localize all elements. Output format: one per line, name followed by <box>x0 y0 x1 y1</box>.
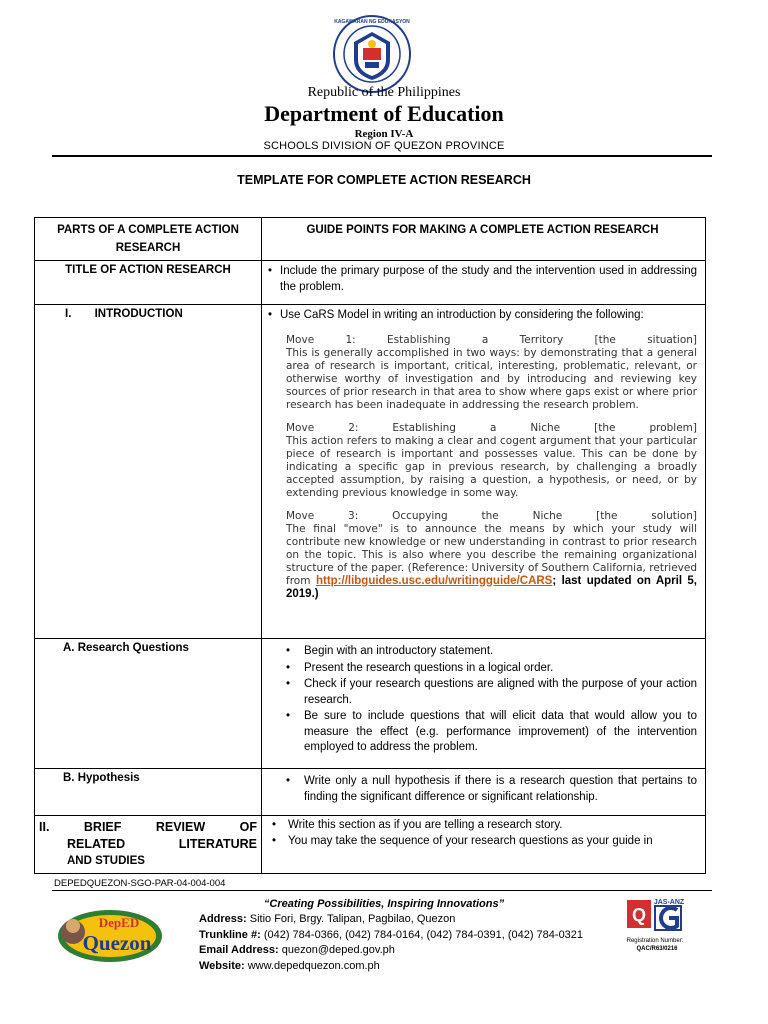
website-label: Website: <box>199 959 245 972</box>
move-word: Move <box>286 509 315 522</box>
table-row <box>35 769 706 816</box>
trunkline-label: Trunkline #: <box>199 928 261 941</box>
move-word: Niche <box>532 509 563 522</box>
table-header-row <box>35 218 706 261</box>
move-word: Move <box>286 333 315 346</box>
email-label: Email Address: <box>199 944 279 956</box>
part-literature <box>35 816 262 874</box>
part-title: TITLE OF ACTION RESEARCH <box>35 261 262 305</box>
trunkline-value: (042) 784-0366, (042) 784-0164, (042) 784-0391, (042) 784-0321 <box>263 928 584 941</box>
document-code: DEPEDQUEZON-SGO-PAR-04-004-004 <box>54 878 226 889</box>
move-word: Establishing <box>387 333 451 346</box>
move-word: [the <box>594 333 616 346</box>
move-word: 1: <box>345 333 356 346</box>
lit-word: LITERATURE <box>178 837 257 851</box>
move-body: This action refers to making a clear and cogent argument that your particular piece of research is important and possesses value. This can be done by indicating a specific gap in previous research, by challenging a broadly accepted assumption, by raising a question, a hypothesis, or need, or by extending previous knowledge in some way. <box>286 434 697 499</box>
move-word: problem] <box>649 421 697 434</box>
table-row <box>35 639 706 769</box>
section-number: II. <box>39 820 50 834</box>
region-label: Region IV-A <box>354 128 414 140</box>
bullet-text: Write this section as if you are telling a research story. <box>288 819 563 831</box>
move-word: [the <box>596 509 618 522</box>
move-word: solution] <box>651 509 697 522</box>
footer-motto: “Creating Possibilities, Inspiring Innovations” <box>263 898 505 910</box>
bullet-text: You may take the sequence of your research questions as your guide in <box>288 834 653 847</box>
lit-word: RELATED <box>67 837 126 851</box>
bullet-icon: • <box>272 834 277 847</box>
cars-reference-link[interactable]: http://libguides.usc.edu/writingguide/CARS <box>315 574 553 587</box>
move-word: Territory <box>519 333 564 346</box>
document-title: TEMPLATE FOR COMPLETE ACTION RESEARCH <box>237 173 531 187</box>
iso-registration-label: Registration Number: <box>626 938 684 944</box>
department-title: Department of Education <box>264 101 504 126</box>
bullet-icon: • <box>286 645 291 657</box>
move-word: Niche <box>530 421 561 434</box>
logo-bottom-text: Quezon <box>82 931 152 955</box>
move-word: the <box>481 509 499 522</box>
part-introduction <box>35 305 262 639</box>
bullet-icon: • <box>268 265 273 277</box>
bullet-icon: • <box>286 775 291 787</box>
move-1 <box>286 334 697 412</box>
bullet-icon: • <box>286 710 291 722</box>
move-word: situation] <box>647 333 697 346</box>
footer-divider <box>52 890 712 891</box>
iso-label: JAS-ANZ <box>653 899 685 906</box>
guide-title <box>262 261 706 305</box>
move-word: Establishing <box>392 421 456 434</box>
move-2 <box>286 422 697 500</box>
table-row <box>35 261 706 305</box>
bullet-icon: • <box>286 661 291 674</box>
bullet-text: Be sure to include questions that will elicit data that would allow you to measure the effect (e.g. performance improvement) of the intervention employed to address the problem. <box>304 710 697 753</box>
bullet-text: Include the primary purpose of the study and the intervention used in addressing the problem. <box>280 265 697 293</box>
deped-quezon-logo-icon <box>55 902 165 964</box>
guide-research-questions <box>262 639 706 769</box>
logo-top-text: DepED <box>98 915 140 930</box>
svg-text:Q: Q <box>631 905 647 925</box>
website-value[interactable]: www.depedquezon.com.ph <box>247 959 380 972</box>
move-word: Occupying <box>392 509 448 522</box>
guide-introduction <box>262 305 706 639</box>
move-word: a <box>489 421 497 434</box>
guide-hypothesis <box>262 769 706 816</box>
table-row <box>35 305 706 639</box>
move-body: The final "move" is to announce the means by which your study will contribute new knowledge or new understanding in contrast to prior research on the topic. This is also where you describe the remaining organizational structure of the paper. (Reference: University of Southern California, retrieved from <box>286 522 697 587</box>
col1-header: PARTS OF A COMPLETE ACTION RESEARCH <box>35 218 262 261</box>
iso-certification-icon <box>625 896 717 960</box>
bullet-text: Present the research questions in a logical order. <box>304 661 554 674</box>
lit-word: AND STUDIES <box>67 855 145 867</box>
section-label: INTRODUCTION <box>94 308 183 320</box>
lit-word: OF <box>239 820 257 834</box>
iso-registration-number: QAC/R63/0216 <box>636 946 678 952</box>
col2-header: GUIDE POINTS FOR MAKING A COMPLETE ACTION RESEARCH <box>262 218 706 261</box>
table-row <box>35 816 706 874</box>
contact-block <box>199 912 583 974</box>
bullet-icon: • <box>272 819 277 831</box>
seal-text: KAGAWARAN NG EDUKASYON <box>334 19 410 25</box>
lit-word: REVIEW <box>155 820 206 834</box>
bullet-text: Begin with an introductory statement. <box>304 645 494 657</box>
action-research-table <box>34 217 706 874</box>
address-label: Address: <box>199 913 247 925</box>
header-divider <box>52 155 712 157</box>
move-word: [the <box>594 421 616 434</box>
lit-word: BRIEF <box>83 820 122 834</box>
section-number: I. <box>65 308 72 320</box>
part-hypothesis: B. Hypothesis <box>35 769 262 816</box>
move-word: Move <box>286 421 315 434</box>
deped-seal-icon <box>332 14 412 94</box>
bullet-icon: • <box>268 309 273 321</box>
last-updated-text: ; last updated on April 5, 2019.) <box>286 574 698 600</box>
move-3 <box>286 510 697 601</box>
part-research-questions: A. Research Questions <box>35 639 262 769</box>
address-value: Sitio Fori, Brgy. Talipan, Pagbilao, Quezon <box>249 913 456 925</box>
move-word: 2: <box>348 421 359 434</box>
republic-label: Republic of the Philippines <box>307 85 461 100</box>
move-word: 3: <box>348 509 359 522</box>
bullet-text: Use CaRS Model in writing an introduction by considering the following: <box>280 309 644 321</box>
email-value[interactable]: quezon@deped.gov.ph <box>281 944 395 956</box>
move-body: This is generally accomplished in two ways: by demonstrating that a general area of research is important, critical, interesting, problematic, relevant, or otherwise worthy of investigation and by introducing and reviewing key sources of prior research in that area to show where gaps exist or where prior research has been inadequate in addressing the research problem. <box>286 346 697 411</box>
bullet-icon: • <box>286 678 291 690</box>
bullet-text: Check if your research questions are aligned with the purpose of your action research. <box>304 678 697 706</box>
division-label: SCHOOLS DIVISION OF QUEZON PROVINCE <box>263 140 505 152</box>
guide-literature <box>262 816 706 874</box>
move-word: a <box>481 333 489 346</box>
bullet-text: Write only a null hypothesis if there is a research question that pertains to finding the significant difference or significant relationship. <box>304 775 697 803</box>
